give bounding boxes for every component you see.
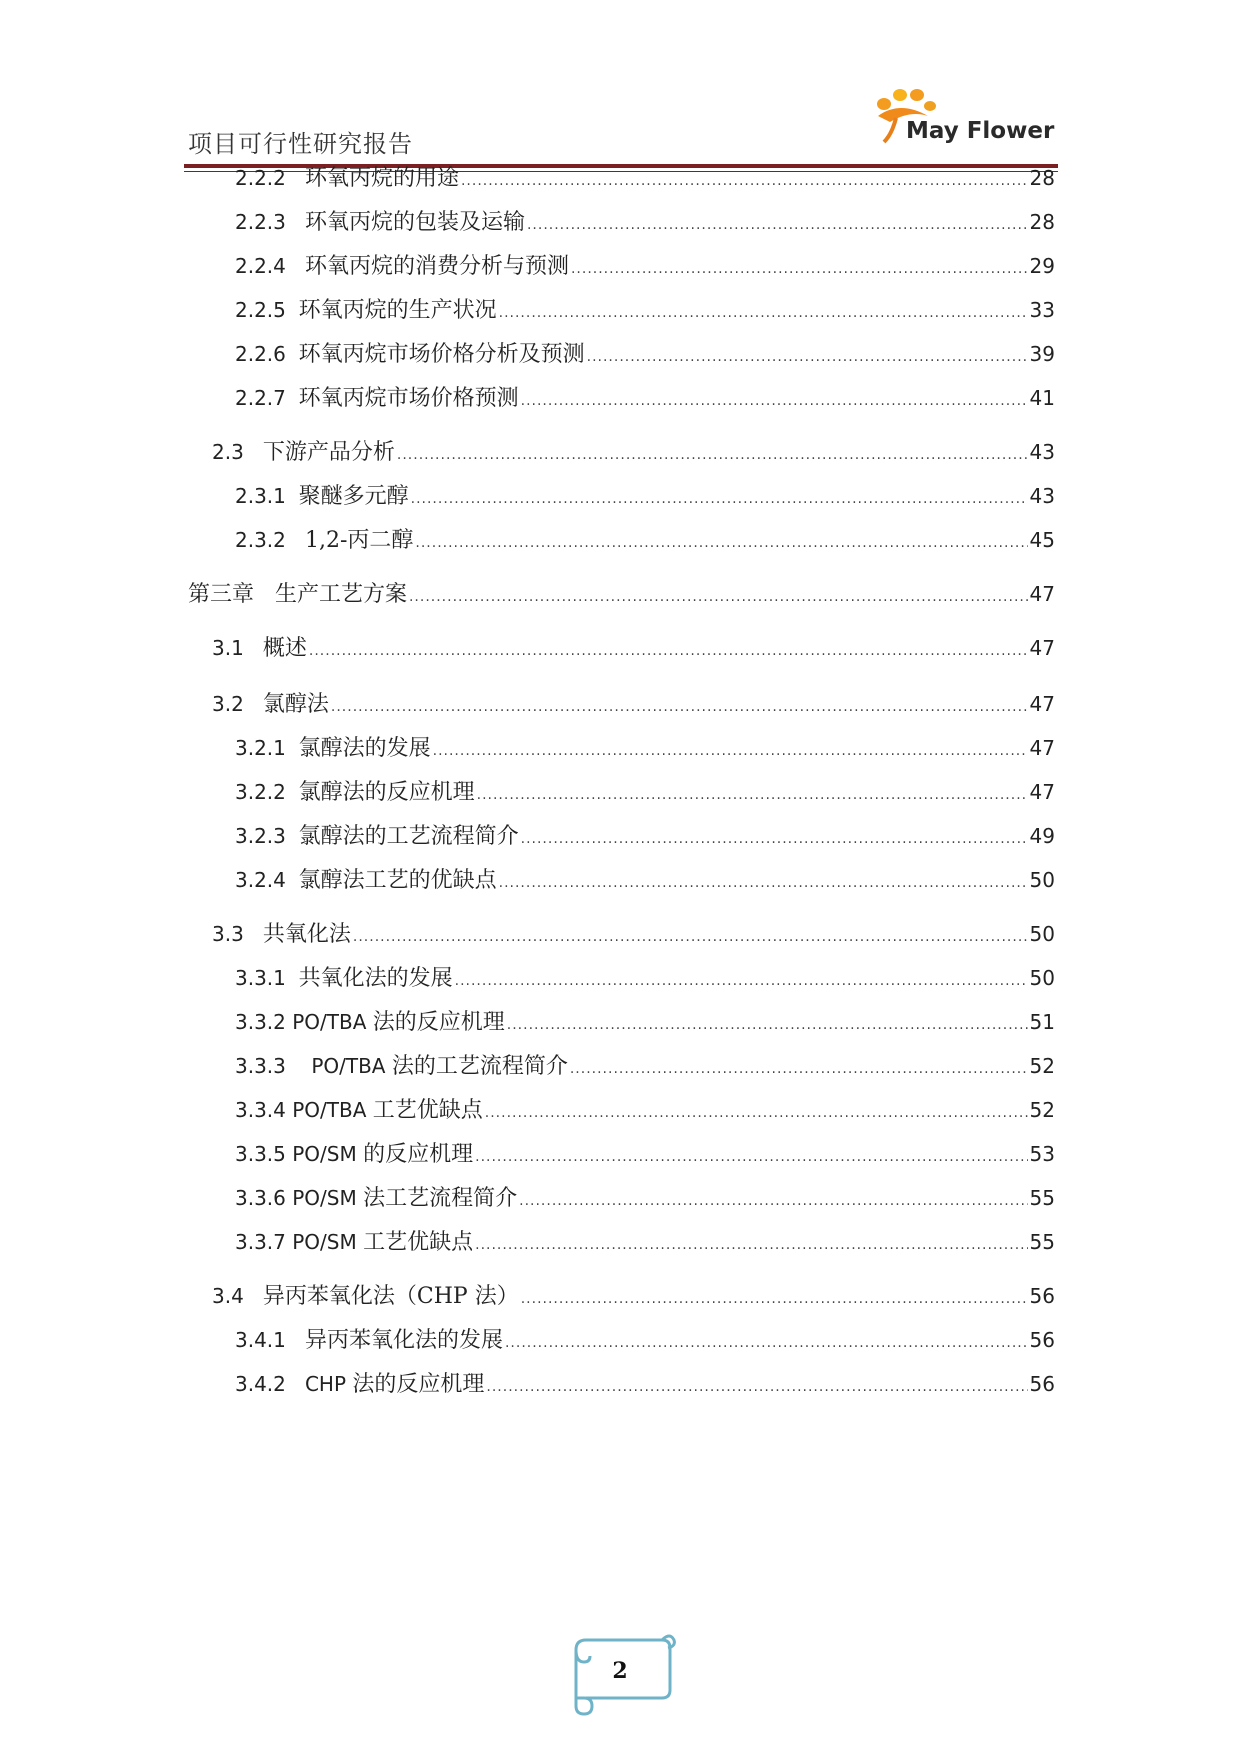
- toc-entry-title: 异丙苯氧化法（CHP 法）: [262, 1284, 519, 1309]
- toc-leader-dots: [397, 439, 1028, 471]
- toc-leader-dots: [433, 735, 1028, 767]
- toc-leader-dots: [507, 1009, 1028, 1041]
- toc-entry-page: 47: [1029, 736, 1055, 760]
- toc-entry[interactable]: [235, 1226, 1055, 1258]
- toc-entry-page: 29: [1029, 254, 1055, 278]
- toc-entry-title: 法工艺流程简介: [363, 1186, 518, 1211]
- toc-entry-number: 2.2.4: [235, 254, 305, 278]
- toc-entry-number: 2.2.7: [235, 386, 299, 410]
- toc-leader-dots: [587, 341, 1028, 373]
- toc-leader-dots: [309, 635, 1028, 667]
- toc-entry-title: 氯醇法的发展: [298, 736, 431, 761]
- toc-entry-number: 3.3.7 PO/SM: [235, 1230, 364, 1254]
- toc-entry-page: 52: [1029, 1054, 1055, 1078]
- toc-entry-title: 1,2-丙二醇: [304, 528, 414, 553]
- toc-entry-number: 3.3.4 PO/TBA: [235, 1098, 373, 1122]
- toc-entry-page: 56: [1029, 1328, 1055, 1352]
- toc-entry-page: 39: [1029, 342, 1055, 366]
- toc-leader-dots: [411, 483, 1028, 515]
- toc-entry[interactable]: [212, 1280, 1055, 1312]
- toc-entry[interactable]: [235, 206, 1055, 238]
- toc-entry-page: 51: [1029, 1010, 1055, 1034]
- toc-entry-page: 28: [1029, 166, 1055, 190]
- toc-entry-number: 3.3.5 PO/SM: [235, 1142, 364, 1166]
- toc-entry[interactable]: [235, 1094, 1055, 1126]
- toc-leader-dots: [499, 297, 1028, 329]
- toc-entry[interactable]: [235, 162, 1055, 194]
- toc-entry[interactable]: [235, 480, 1055, 512]
- toc-leader-dots: [455, 965, 1028, 997]
- toc-entry-page: 28: [1029, 210, 1055, 234]
- toc-leader-dots: [486, 1371, 1027, 1403]
- toc-entry-title: 法的反应机理: [372, 1010, 505, 1035]
- toc-entry-title: 环氧丙烷的消费分析与预测: [304, 254, 569, 279]
- toc-entry-page: 55: [1029, 1186, 1055, 1210]
- toc-leader-dots: [505, 1327, 1028, 1359]
- toc-leader-dots: [571, 253, 1028, 285]
- toc-entry-number: 2.2.2: [235, 166, 305, 190]
- toc-entry-page: 47: [1029, 582, 1055, 606]
- toc-entry-title: 法的反应机理: [352, 1372, 485, 1397]
- toc-entry[interactable]: [235, 962, 1055, 994]
- toc-entry-number: 2.3.1: [235, 484, 299, 508]
- toc-entry-number: 3.2.3: [235, 824, 299, 848]
- toc-entry[interactable]: [235, 338, 1055, 370]
- toc-entry-title: 法的工艺流程简介: [391, 1054, 568, 1079]
- page-header-title: 项目可行性研究报告: [188, 130, 413, 158]
- toc-entry-page: 41: [1029, 386, 1055, 410]
- toc-entry-title: 工艺优缺点: [372, 1098, 483, 1123]
- toc-entry-number: 3.3: [212, 922, 263, 946]
- toc-entry-number: 3.2.2: [235, 780, 299, 804]
- toc-leader-dots: [521, 823, 1028, 855]
- toc-leader-dots: [461, 165, 1028, 197]
- toc-entry-title: 共氧化法: [262, 922, 351, 947]
- toc-entry-page: 52: [1029, 1098, 1055, 1122]
- toc-leader-dots: [331, 691, 1028, 723]
- toc-entry-page: 56: [1029, 1284, 1055, 1308]
- toc-entry-number: 3.4.1: [235, 1328, 305, 1352]
- toc-entry-number: 3.3.6 PO/SM: [235, 1186, 364, 1210]
- toc-entry-number: 3.2.4: [235, 868, 299, 892]
- toc-entry-title: 氯醇法的工艺流程简介: [298, 824, 519, 849]
- toc-leader-dots: [477, 779, 1028, 811]
- toc-entry-page: 50: [1029, 966, 1055, 990]
- toc-entry-number: 2.2.3: [235, 210, 305, 234]
- toc-entry[interactable]: [235, 1182, 1055, 1214]
- toc-entry-number: 3.3.1: [235, 966, 299, 990]
- toc-entry[interactable]: [188, 578, 1055, 610]
- toc-entry-number: 2.3: [212, 440, 263, 464]
- toc-entry-title: 的反应机理: [363, 1142, 474, 1167]
- toc-entry-title: 环氧丙烷的用途: [304, 166, 459, 191]
- toc-entry[interactable]: [235, 294, 1055, 326]
- toc-entry-number: 2.2.5: [235, 298, 299, 322]
- toc-entry-number: 3.2: [212, 692, 263, 716]
- toc-entry-number: 3.4: [212, 1284, 263, 1308]
- toc-entry[interactable]: [235, 250, 1055, 282]
- toc-entry-page: 55: [1029, 1230, 1055, 1254]
- toc-leader-dots: [475, 1229, 1027, 1261]
- toc-entry-page: 50: [1029, 922, 1055, 946]
- toc-entry[interactable]: [235, 1138, 1055, 1170]
- toc-leader-dots: [475, 1141, 1027, 1173]
- toc-entry[interactable]: [212, 688, 1055, 720]
- toc-entry-title: 第三章 生产工艺方案: [188, 582, 407, 607]
- toc-entry-page: 43: [1029, 484, 1055, 508]
- toc-entry-title: 环氧丙烷的包装及运输: [304, 210, 525, 235]
- toc-leader-dots: [519, 1185, 1027, 1217]
- toc-leader-dots: [499, 867, 1028, 899]
- toc-entry[interactable]: [235, 524, 1055, 556]
- toc-entry-page: 47: [1029, 780, 1055, 804]
- toc-entry-title: 下游产品分析: [262, 440, 395, 465]
- toc-entry-page: 33: [1029, 298, 1055, 322]
- toc-entry-page: 43: [1029, 440, 1055, 464]
- toc-entry-title: 聚醚多元醇: [298, 484, 409, 509]
- toc-leader-dots: [485, 1097, 1028, 1129]
- toc-entry[interactable]: [212, 918, 1055, 950]
- toc-leader-dots: [570, 1053, 1028, 1085]
- page-number: 2: [612, 1658, 628, 1684]
- toc-entry-number: 2.2.6: [235, 342, 299, 366]
- may-flower-logo: [870, 86, 1060, 156]
- toc-entry[interactable]: [212, 632, 1055, 664]
- toc-entry[interactable]: [235, 1324, 1055, 1356]
- toc-leader-dots: [415, 527, 1027, 559]
- toc-entry-title: 氯醇法: [262, 692, 329, 717]
- toc-leader-dots: [353, 921, 1028, 953]
- toc-leader-dots: [521, 1283, 1028, 1315]
- toc-entry-title: 异丙苯氧化法的发展: [304, 1328, 503, 1353]
- toc-entry[interactable]: [235, 1050, 1055, 1082]
- toc-entry-title: 氯醇法工艺的优缺点: [298, 868, 497, 893]
- toc-entry-title: 环氧丙烷市场价格预测: [298, 386, 519, 411]
- toc-entry-page: 47: [1029, 636, 1055, 660]
- toc-entry-number: 3.1: [212, 636, 263, 660]
- page-number-scroll-badge: [562, 1628, 678, 1718]
- toc-entry-title: 工艺优缺点: [363, 1230, 474, 1255]
- toc-leader-dots: [527, 209, 1028, 241]
- toc-entry[interactable]: [235, 732, 1055, 764]
- toc-entry[interactable]: [212, 436, 1055, 468]
- toc-entry-title: 概述: [262, 636, 307, 661]
- toc-leader-dots: [409, 581, 1028, 613]
- toc-entry-title: 环氧丙烷的生产状况: [298, 298, 497, 323]
- toc-entry-number: 3.3.3 PO/TBA: [235, 1054, 392, 1078]
- toc-entry-number: 3.2.1: [235, 736, 299, 760]
- toc-entry[interactable]: [235, 820, 1055, 852]
- toc-entry-page: 50: [1029, 868, 1055, 892]
- toc-entry[interactable]: [235, 776, 1055, 808]
- toc-entry-title: 共氧化法的发展: [298, 966, 453, 991]
- toc-entry-title: 环氧丙烷市场价格分析及预测: [298, 342, 585, 367]
- logo-text: May Flower: [906, 118, 1055, 144]
- toc-entry-page: 56: [1029, 1372, 1055, 1396]
- toc-entry[interactable]: [235, 864, 1055, 896]
- toc-entry-page: 53: [1029, 1142, 1055, 1166]
- toc-entry-title: 氯醇法的反应机理: [298, 780, 475, 805]
- toc-entry[interactable]: [235, 382, 1055, 414]
- toc-entry-number: 3.4.2 CHP: [235, 1372, 353, 1396]
- toc-entry-number: 3.3.2 PO/TBA: [235, 1010, 373, 1034]
- toc-entry-page: 49: [1029, 824, 1055, 848]
- toc-leader-dots: [521, 385, 1028, 417]
- toc-entry-page: 47: [1029, 692, 1055, 716]
- toc-entry[interactable]: [235, 1006, 1055, 1038]
- toc-entry[interactable]: [235, 1368, 1055, 1400]
- toc-entry-page: 45: [1029, 528, 1055, 552]
- toc-entry-number: 2.3.2: [235, 528, 305, 552]
